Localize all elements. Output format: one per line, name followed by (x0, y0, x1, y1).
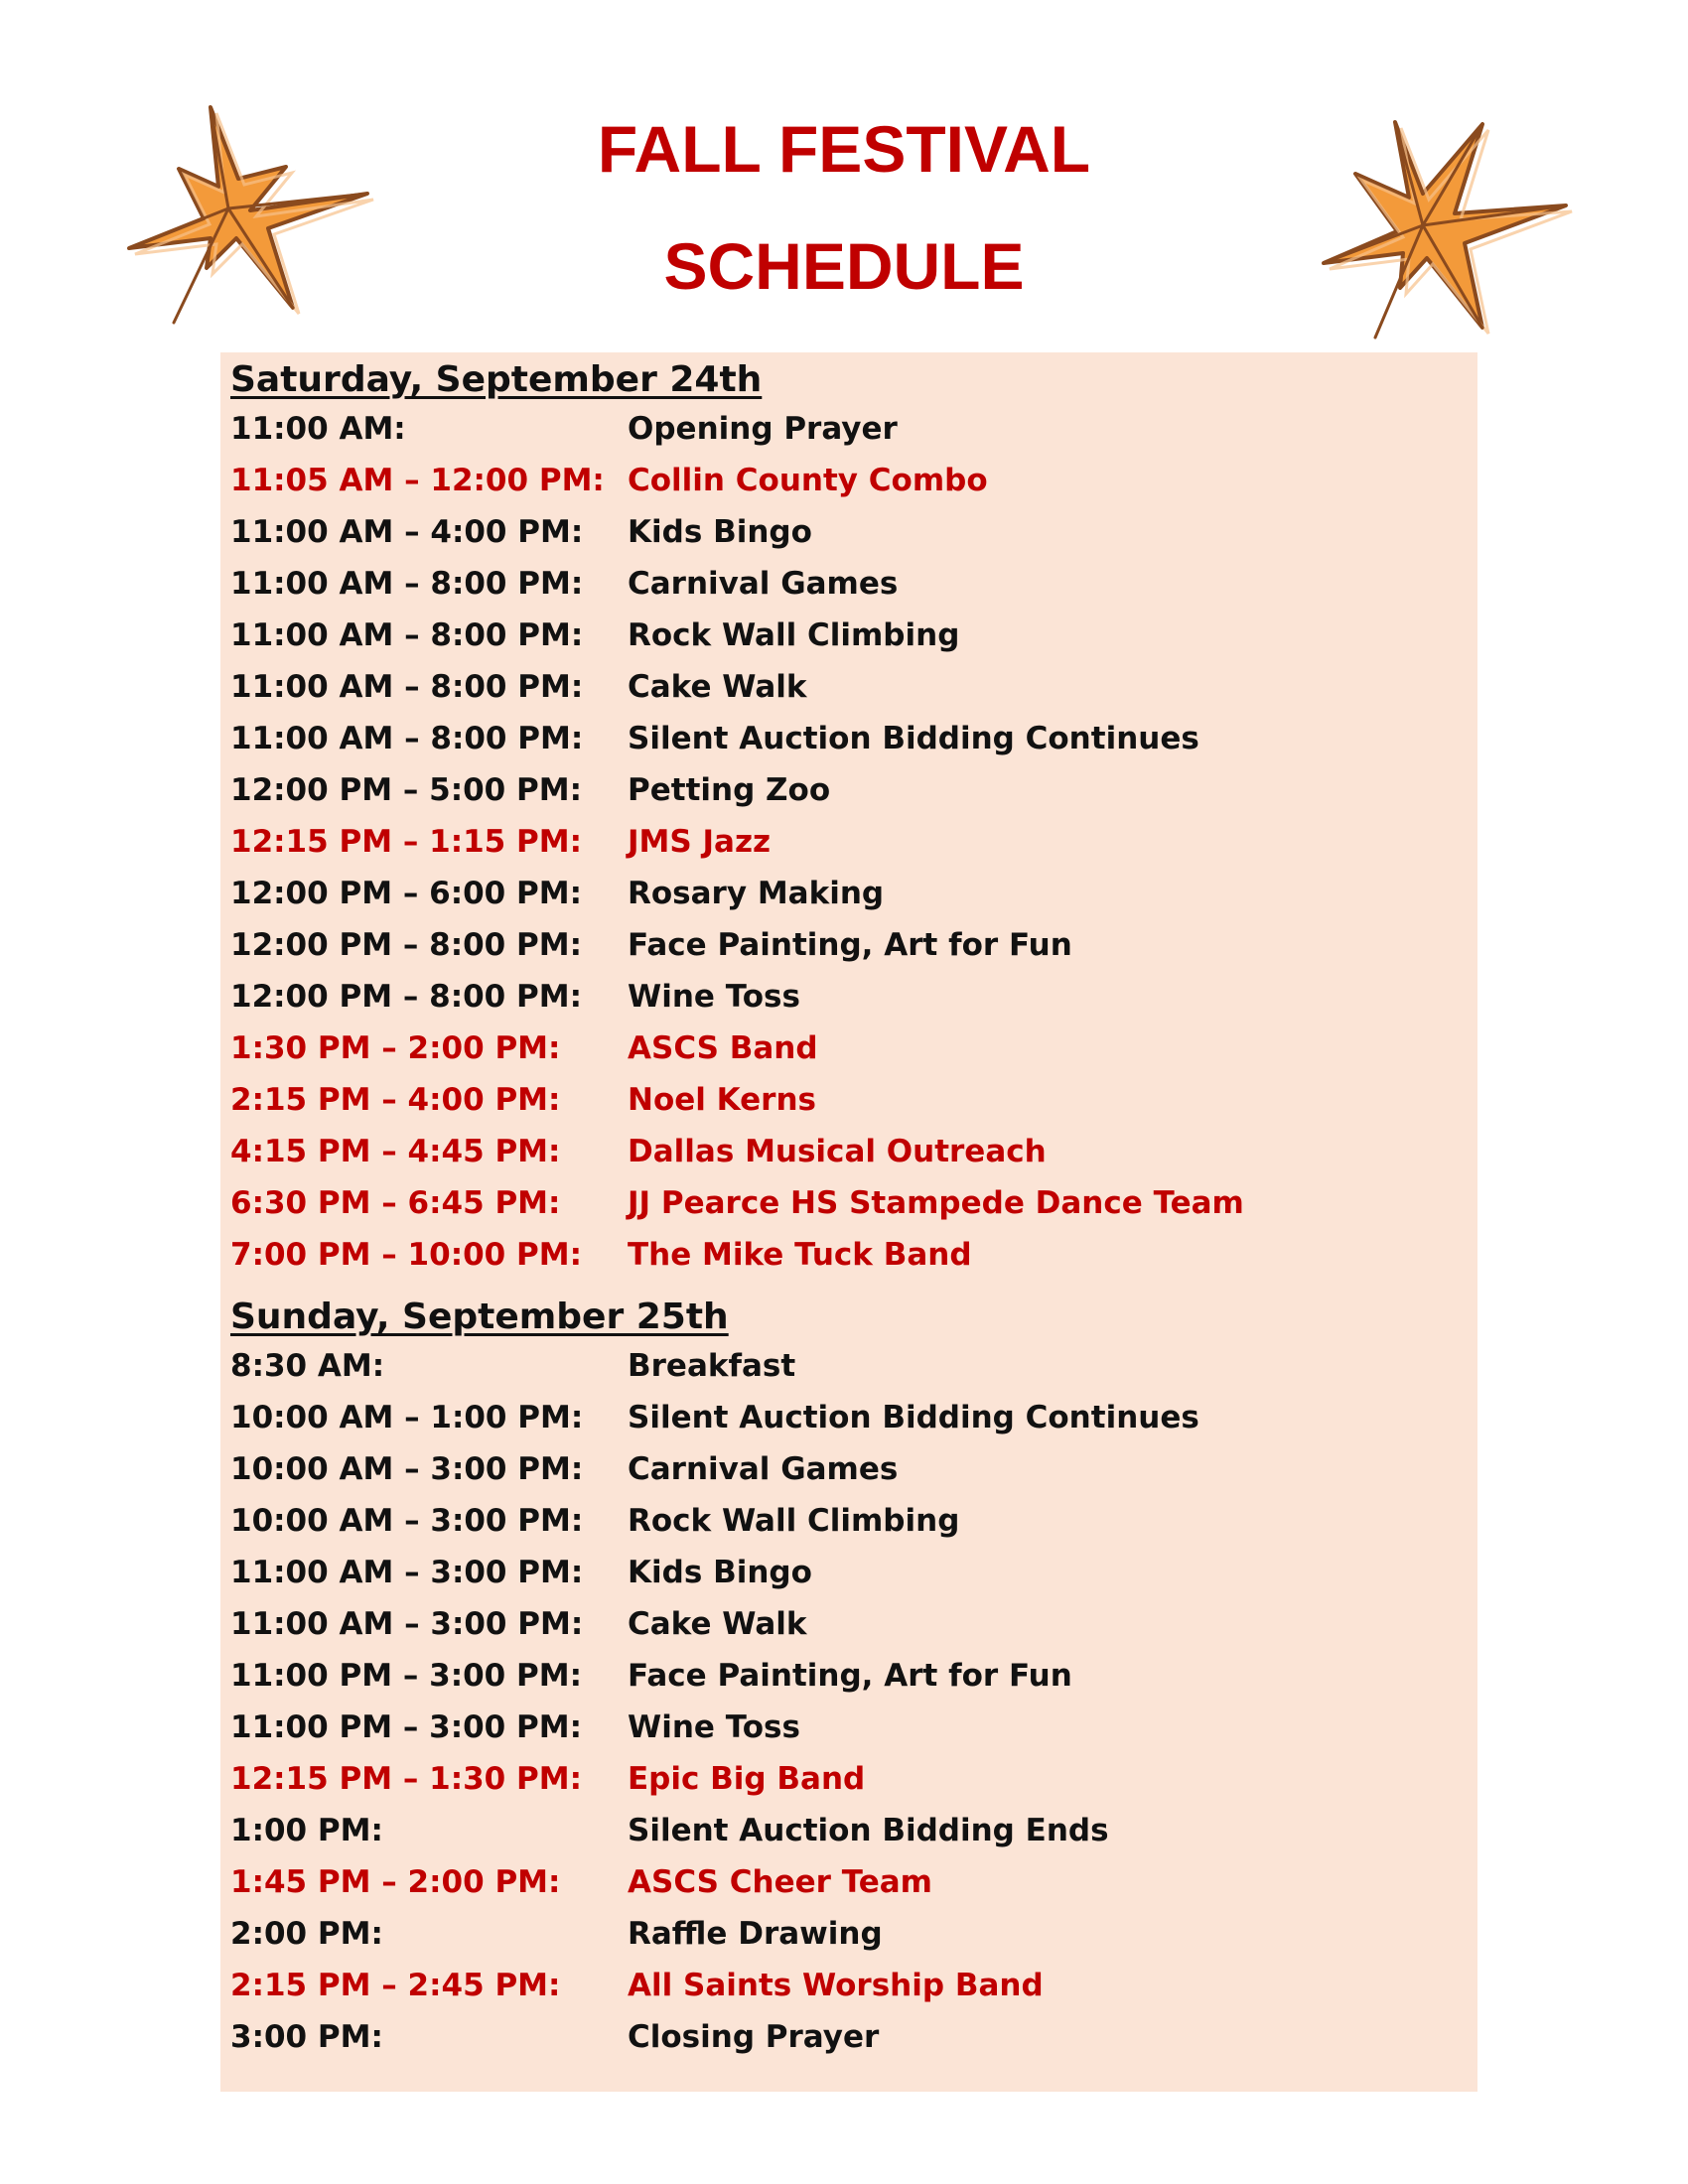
schedule-event: Kids Bingo (628, 514, 812, 550)
schedule-event: Cake Walk (628, 669, 807, 705)
schedule-time: 1:30 PM – 2:00 PM: (230, 1030, 561, 1066)
schedule-row (230, 925, 1462, 965)
schedule-row (230, 461, 1462, 500)
schedule-event: Rosary Making (628, 876, 885, 911)
schedule-event: Silent Auction Bidding Ends (628, 1813, 1109, 1848)
schedule-time: 2:15 PM – 4:00 PM: (230, 1082, 561, 1118)
schedule-event: Raffle Drawing (628, 1916, 883, 1952)
schedule-row (230, 564, 1462, 604)
schedule-time: 11:00 PM – 3:00 PM: (230, 1658, 582, 1694)
schedule-time: 12:00 PM – 8:00 PM: (230, 979, 582, 1015)
schedule-row (230, 1132, 1462, 1171)
schedule-event: JMS Jazz (628, 824, 772, 860)
schedule-row (230, 512, 1462, 552)
schedule-row (230, 719, 1462, 758)
schedule-event: Carnival Games (628, 566, 899, 602)
schedule-row (230, 2017, 1462, 2057)
schedule-time: 2:15 PM – 2:45 PM: (230, 1968, 561, 2003)
schedule-event: Epic Big Band (628, 1761, 866, 1797)
schedule-row (230, 1707, 1462, 1747)
schedule-time: 12:00 PM – 5:00 PM: (230, 772, 582, 808)
schedule-time: 12:15 PM – 1:30 PM: (230, 1761, 582, 1797)
schedule-event: ASCS Band (628, 1030, 818, 1066)
schedule-time: 11:00 PM – 3:00 PM: (230, 1709, 582, 1745)
schedule-event: Silent Auction Bidding Continues (628, 721, 1199, 756)
page-title-line-1: FALL FESTIVAL (597, 112, 1091, 186)
schedule-event: Breakfast (628, 1348, 796, 1384)
schedule-event: Wine Toss (628, 979, 800, 1015)
schedule-event: Silent Auction Bidding Continues (628, 1400, 1199, 1435)
schedule-time: 6:30 PM – 6:45 PM: (230, 1185, 561, 1221)
schedule-event: All Saints Worship Band (628, 1968, 1044, 2003)
schedule-row (230, 1811, 1462, 1850)
schedule-event: Collin County Combo (628, 463, 988, 498)
schedule-row (230, 977, 1462, 1017)
schedule-time: 11:00 AM – 8:00 PM: (230, 617, 584, 653)
schedule-time: 11:00 AM – 3:00 PM: (230, 1555, 584, 1590)
schedule-time: 12:15 PM – 1:15 PM: (230, 824, 582, 860)
schedule-row (230, 1759, 1462, 1799)
schedule-row (230, 1604, 1462, 1644)
schedule-event: Cake Walk (628, 1606, 807, 1642)
schedule-row (230, 1346, 1462, 1386)
schedule-row (230, 1656, 1462, 1696)
schedule-time: 10:00 AM – 1:00 PM: (230, 1400, 584, 1435)
schedule-time: 12:00 PM – 6:00 PM: (230, 876, 582, 911)
schedule-event: JJ Pearce HS Stampede Dance Team (628, 1185, 1244, 1221)
schedule-event: Kids Bingo (628, 1555, 812, 1590)
schedule-row (230, 1183, 1462, 1223)
schedule-time: 4:15 PM – 4:45 PM: (230, 1134, 561, 1169)
schedule-row (230, 667, 1462, 707)
schedule-event: Wine Toss (628, 1709, 800, 1745)
schedule-event: Carnival Games (628, 1451, 899, 1487)
schedule-event: Dallas Musical Outreach (628, 1134, 1047, 1169)
schedule-event: Noel Kerns (628, 1082, 816, 1118)
schedule-event: Petting Zoo (628, 772, 831, 808)
day-heading-saturday: Saturday, September 24th (230, 359, 763, 400)
schedule-time: 10:00 AM – 3:00 PM: (230, 1503, 584, 1539)
schedule-row (230, 822, 1462, 862)
schedule-time: 8:30 AM: (230, 1348, 385, 1384)
schedule-time: 11:00 AM – 3:00 PM: (230, 1606, 584, 1642)
schedule-time: 3:00 PM: (230, 2019, 383, 2055)
schedule-row (230, 874, 1462, 913)
schedule-time: 11:00 AM: (230, 411, 406, 447)
schedule-time: 11:00 AM – 8:00 PM: (230, 566, 584, 602)
schedule-row (230, 1235, 1462, 1275)
schedule-row (230, 409, 1462, 449)
page-title-line-2: SCHEDULE (663, 229, 1025, 303)
schedule-time: 1:45 PM – 2:00 PM: (230, 1864, 561, 1900)
schedule-row (230, 1398, 1462, 1437)
schedule-time: 1:00 PM: (230, 1813, 383, 1848)
schedule-time: 11:00 AM – 8:00 PM: (230, 669, 584, 705)
schedule-row (230, 1553, 1462, 1592)
schedule-time: 7:00 PM – 10:00 PM: (230, 1237, 582, 1273)
schedule-event: Closing Prayer (628, 2019, 880, 2055)
schedule-time: 12:00 PM – 8:00 PM: (230, 927, 582, 963)
schedule-event: Face Painting, Art for Fun (628, 1658, 1072, 1694)
schedule-time: 10:00 AM – 3:00 PM: (230, 1451, 584, 1487)
schedule-event: Face Painting, Art for Fun (628, 927, 1072, 963)
day-heading-sunday: Sunday, September 25th (230, 1297, 729, 1337)
schedule-row (230, 1914, 1462, 1954)
schedule-time: 11:05 AM – 12:00 PM: (230, 463, 605, 498)
schedule-row (230, 770, 1462, 810)
schedule-event: ASCS Cheer Team (628, 1864, 932, 1900)
schedule-event: Opening Prayer (628, 411, 898, 447)
schedule-row (230, 1028, 1462, 1068)
schedule-row (230, 1449, 1462, 1489)
schedule-event: Rock Wall Climbing (628, 1503, 960, 1539)
schedule-row (230, 1501, 1462, 1541)
schedule-row (230, 1966, 1462, 2005)
schedule-time: 2:00 PM: (230, 1916, 383, 1952)
schedule-time: 11:00 AM – 4:00 PM: (230, 514, 584, 550)
schedule-row (230, 1862, 1462, 1902)
schedule-time: 11:00 AM – 8:00 PM: (230, 721, 584, 756)
schedule-event: The Mike Tuck Band (628, 1237, 972, 1273)
schedule-row (230, 615, 1462, 655)
schedule-event: Rock Wall Climbing (628, 617, 960, 653)
schedule-row (230, 1080, 1462, 1120)
